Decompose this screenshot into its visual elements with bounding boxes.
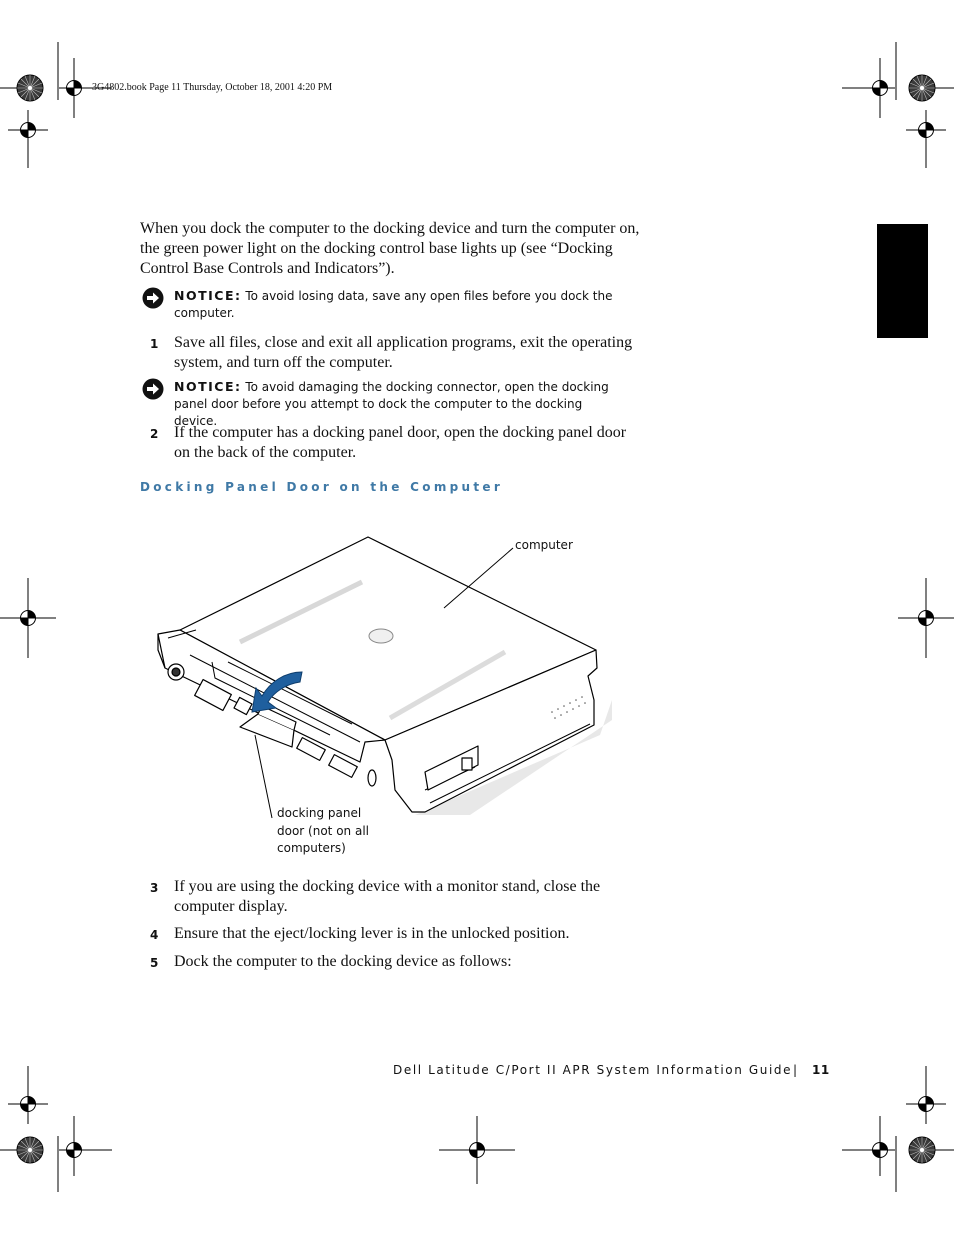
callout-computer: computer xyxy=(515,538,573,552)
notice-text: To avoid losing data, save any open files before you dock the computer. xyxy=(174,289,613,320)
step-number: 1 xyxy=(150,337,159,351)
step-number: 5 xyxy=(150,956,159,970)
step-text: Save all files, close and exit all application programs, exit the operating system, and turn off the computer. xyxy=(174,334,633,371)
intro-paragraph: When you dock the computer to the docking device and turn the computer on, the green power light on the docking control base lights up (see “Docking Control Base Controls and Indicators”). xyxy=(140,220,640,277)
section-tab xyxy=(877,224,928,338)
footer-guide-title: Dell Latitude C/Port II APR System Information Guide xyxy=(393,1063,793,1077)
notice-1 xyxy=(142,287,642,327)
step-5 xyxy=(150,952,640,972)
notice-2 xyxy=(142,378,642,428)
footer-separator: | xyxy=(793,1063,799,1077)
notice-label: NOTICE: xyxy=(174,288,242,303)
callout-docking-door xyxy=(277,805,397,858)
step-number: 3 xyxy=(150,881,159,895)
step-text: If the computer has a docking panel door, open the docking panel door on the back of the computer. xyxy=(174,424,627,461)
step-3 xyxy=(150,877,640,917)
callout-line: computers) xyxy=(277,841,346,855)
page-number: 11 xyxy=(812,1063,830,1077)
step-number: 2 xyxy=(150,427,159,441)
callout-line: docking panel xyxy=(277,806,362,820)
laptop-illustration xyxy=(140,520,620,830)
notice-arrow-icon xyxy=(142,287,164,309)
book-header: 3G4802.book Page 11 Thursday, October 18, 2001 4:20 PM xyxy=(92,82,333,93)
figure-title: Docking Panel Door on the Computer xyxy=(140,480,504,494)
step-text: Dock the computer to the docking device as follows: xyxy=(174,953,512,970)
notice-arrow-icon xyxy=(142,378,164,400)
step-number: 4 xyxy=(150,928,159,942)
callout-line: door (not on all xyxy=(277,823,369,838)
step-4 xyxy=(150,924,640,944)
step-1 xyxy=(150,333,640,373)
step-2 xyxy=(150,423,640,463)
step-text: Ensure that the eject/locking lever is in the unlocked position. xyxy=(174,925,570,942)
step-text: If you are using the docking device with a monitor stand, close the computer display. xyxy=(174,878,601,915)
notice-label: NOTICE: xyxy=(174,379,242,394)
notice-text: To avoid damaging the docking connector, open the docking panel door before you attempt to dock the computer to the docking device. xyxy=(174,380,609,428)
